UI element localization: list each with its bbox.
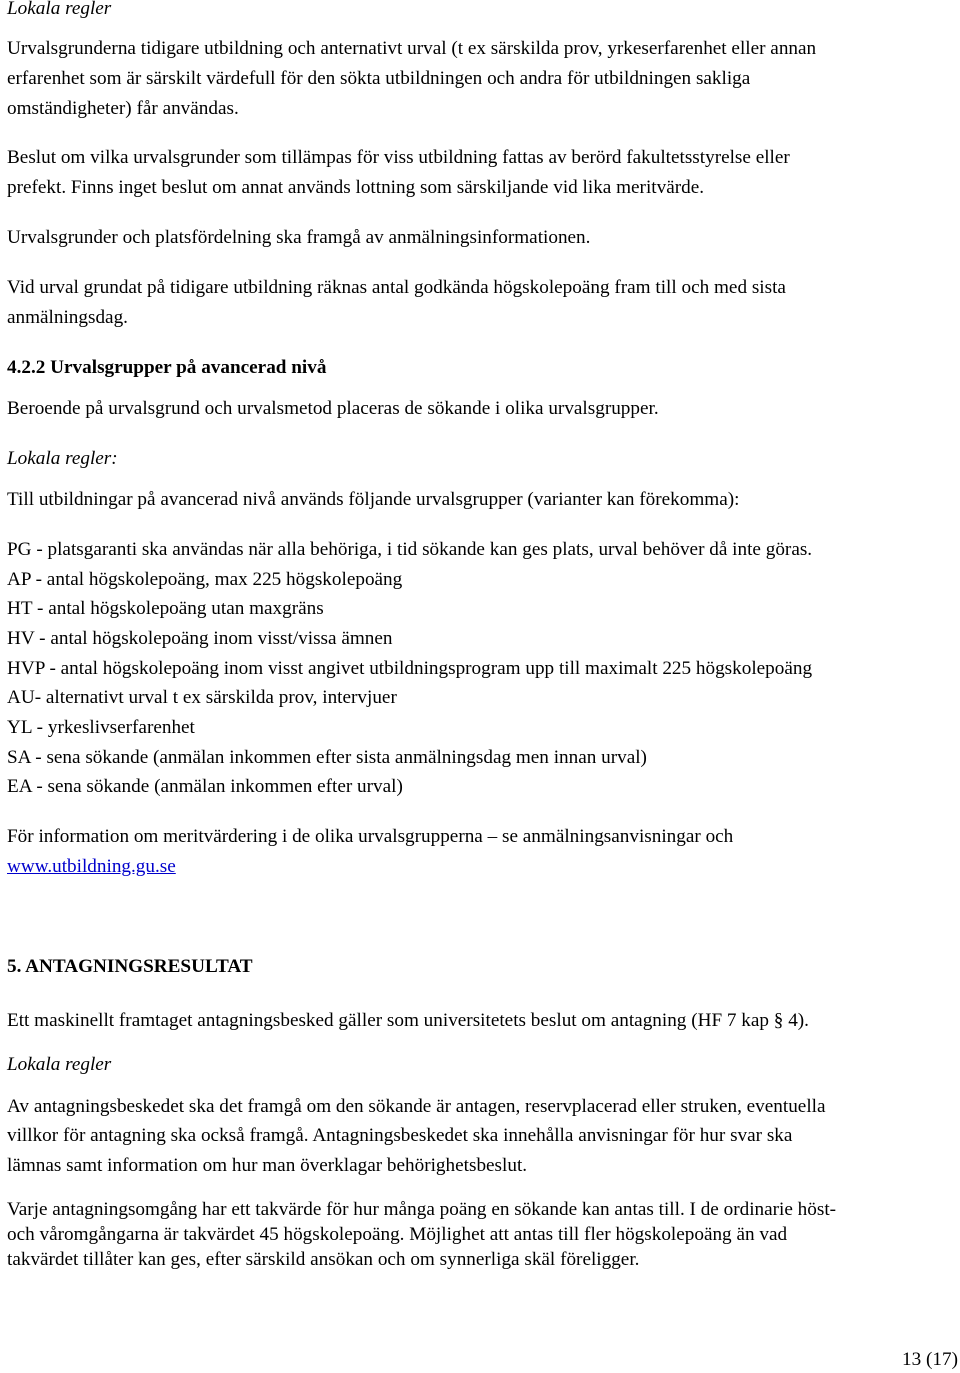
paragraph-line: Varje antagningsomgång har ett takvärde för hur många poäng en sökande kan antas till. I de ordinarie höst- [7, 1199, 837, 1220]
list-item: YL - yrkeslivserfarenhet [7, 717, 195, 738]
paragraph-line: anmälningsdag. [7, 307, 128, 328]
paragraph-line: erfarenhet som är särskilt värdefull för den sökta utbildningen och andra för utbildningen sakliga [7, 68, 751, 89]
paragraph-line: Vid urval grundat på tidigare utbildning räknas antal godkända högskolepoäng fram till och med sista [7, 277, 786, 298]
local-rules-heading: Lokala regler [7, 1054, 112, 1075]
paragraph-line: prefekt. Finns inget beslut om annat används lottning som särskiljande vid lika meritvärde. [7, 177, 705, 198]
link-line [7, 855, 176, 879]
paragraph-line: Till utbildningar på avancerad nivå används följande urvalsgrupper (varianter kan förekomma): [7, 489, 740, 510]
local-rules-heading: Lokala regler [7, 0, 112, 19]
section-heading-5: 5. ANTAGNINGSRESULTAT [7, 956, 253, 977]
list-item: AU- alternativt urval t ex särskilda prov, intervjuer [7, 687, 397, 708]
section-heading-4-2-2: 4.2.2 Urvalsgrupper på avancerad nivå [7, 357, 327, 378]
list-item: SA - sena sökande (anmälan inkommen efter sista anmälningsdag men innan urval) [7, 747, 647, 768]
list-item: PG - platsgaranti ska användas när alla behöriga, i tid sökande kan ges plats, urval behöver då inte göras. [7, 539, 813, 560]
list-item: HVP - antal högskolepoäng inom visst angivet utbildningsprogram upp till maximalt 225 högskolepoäng [7, 658, 813, 679]
paragraph-line: Ett maskinellt framtaget antagningsbesked gäller som universitetets beslut om antagning (HF 7 kap § 4). [7, 1010, 809, 1031]
paragraph-line: takvärdet tillåter kan ges, efter särskild ansökan och om synnerliga skäl föreligger. [7, 1249, 640, 1270]
paragraph-line: omständigheter) får användas. [7, 98, 239, 119]
paragraph-line: och våromgångarna är takvärdet 45 högskolepoäng. Möjlighet att antas till fler högskolepoäng än vad [7, 1224, 788, 1245]
paragraph-line: villkor för antagning ska också framgå. Antagningsbeskedet ska innehålla anvisningar för hur svar ska [7, 1125, 793, 1146]
paragraph-line: Beroende på urvalsgrund och urvalsmetod placeras de sökande i olika urvalsgrupper. [7, 398, 659, 419]
utbildning-gu-link[interactable]: www.utbildning.gu.se [7, 856, 176, 877]
paragraph-line: För information om meritvärdering i de olika urvalsgrupperna – se anmälningsanvisningar och [7, 826, 734, 847]
local-rules-heading: Lokala regler: [7, 448, 118, 469]
list-item: EA - sena sökande (anmälan inkommen efter urval) [7, 776, 403, 797]
paragraph-line: lämnas samt information om hur man överklagar behörighetsbeslut. [7, 1155, 528, 1176]
paragraph-line: Urvalsgrunder och platsfördelning ska framgå av anmälningsinformationen. [7, 227, 591, 248]
page-number: 13 (17) [902, 1349, 958, 1370]
list-item: HV - antal högskolepoäng inom visst/vissa ämnen [7, 628, 393, 649]
paragraph-line: Av antagningsbeskedet ska det framgå om den sökande är antagen, reservplacerad eller struken, eventuella [7, 1096, 826, 1117]
list-item: AP - antal högskolepoäng, max 225 högskolepoäng [7, 569, 403, 590]
list-item: HT - antal högskolepoäng utan maxgräns [7, 598, 324, 619]
paragraph-line: Urvalsgrunderna tidigare utbildning och anternativt urval (t ex särskilda prov, yrkeserfarenhet eller annan [7, 38, 817, 59]
paragraph-line: Beslut om vilka urvalsgrunder som tillämpas för viss utbildning fattas av berörd fakultetsstyrelse eller [7, 147, 790, 168]
